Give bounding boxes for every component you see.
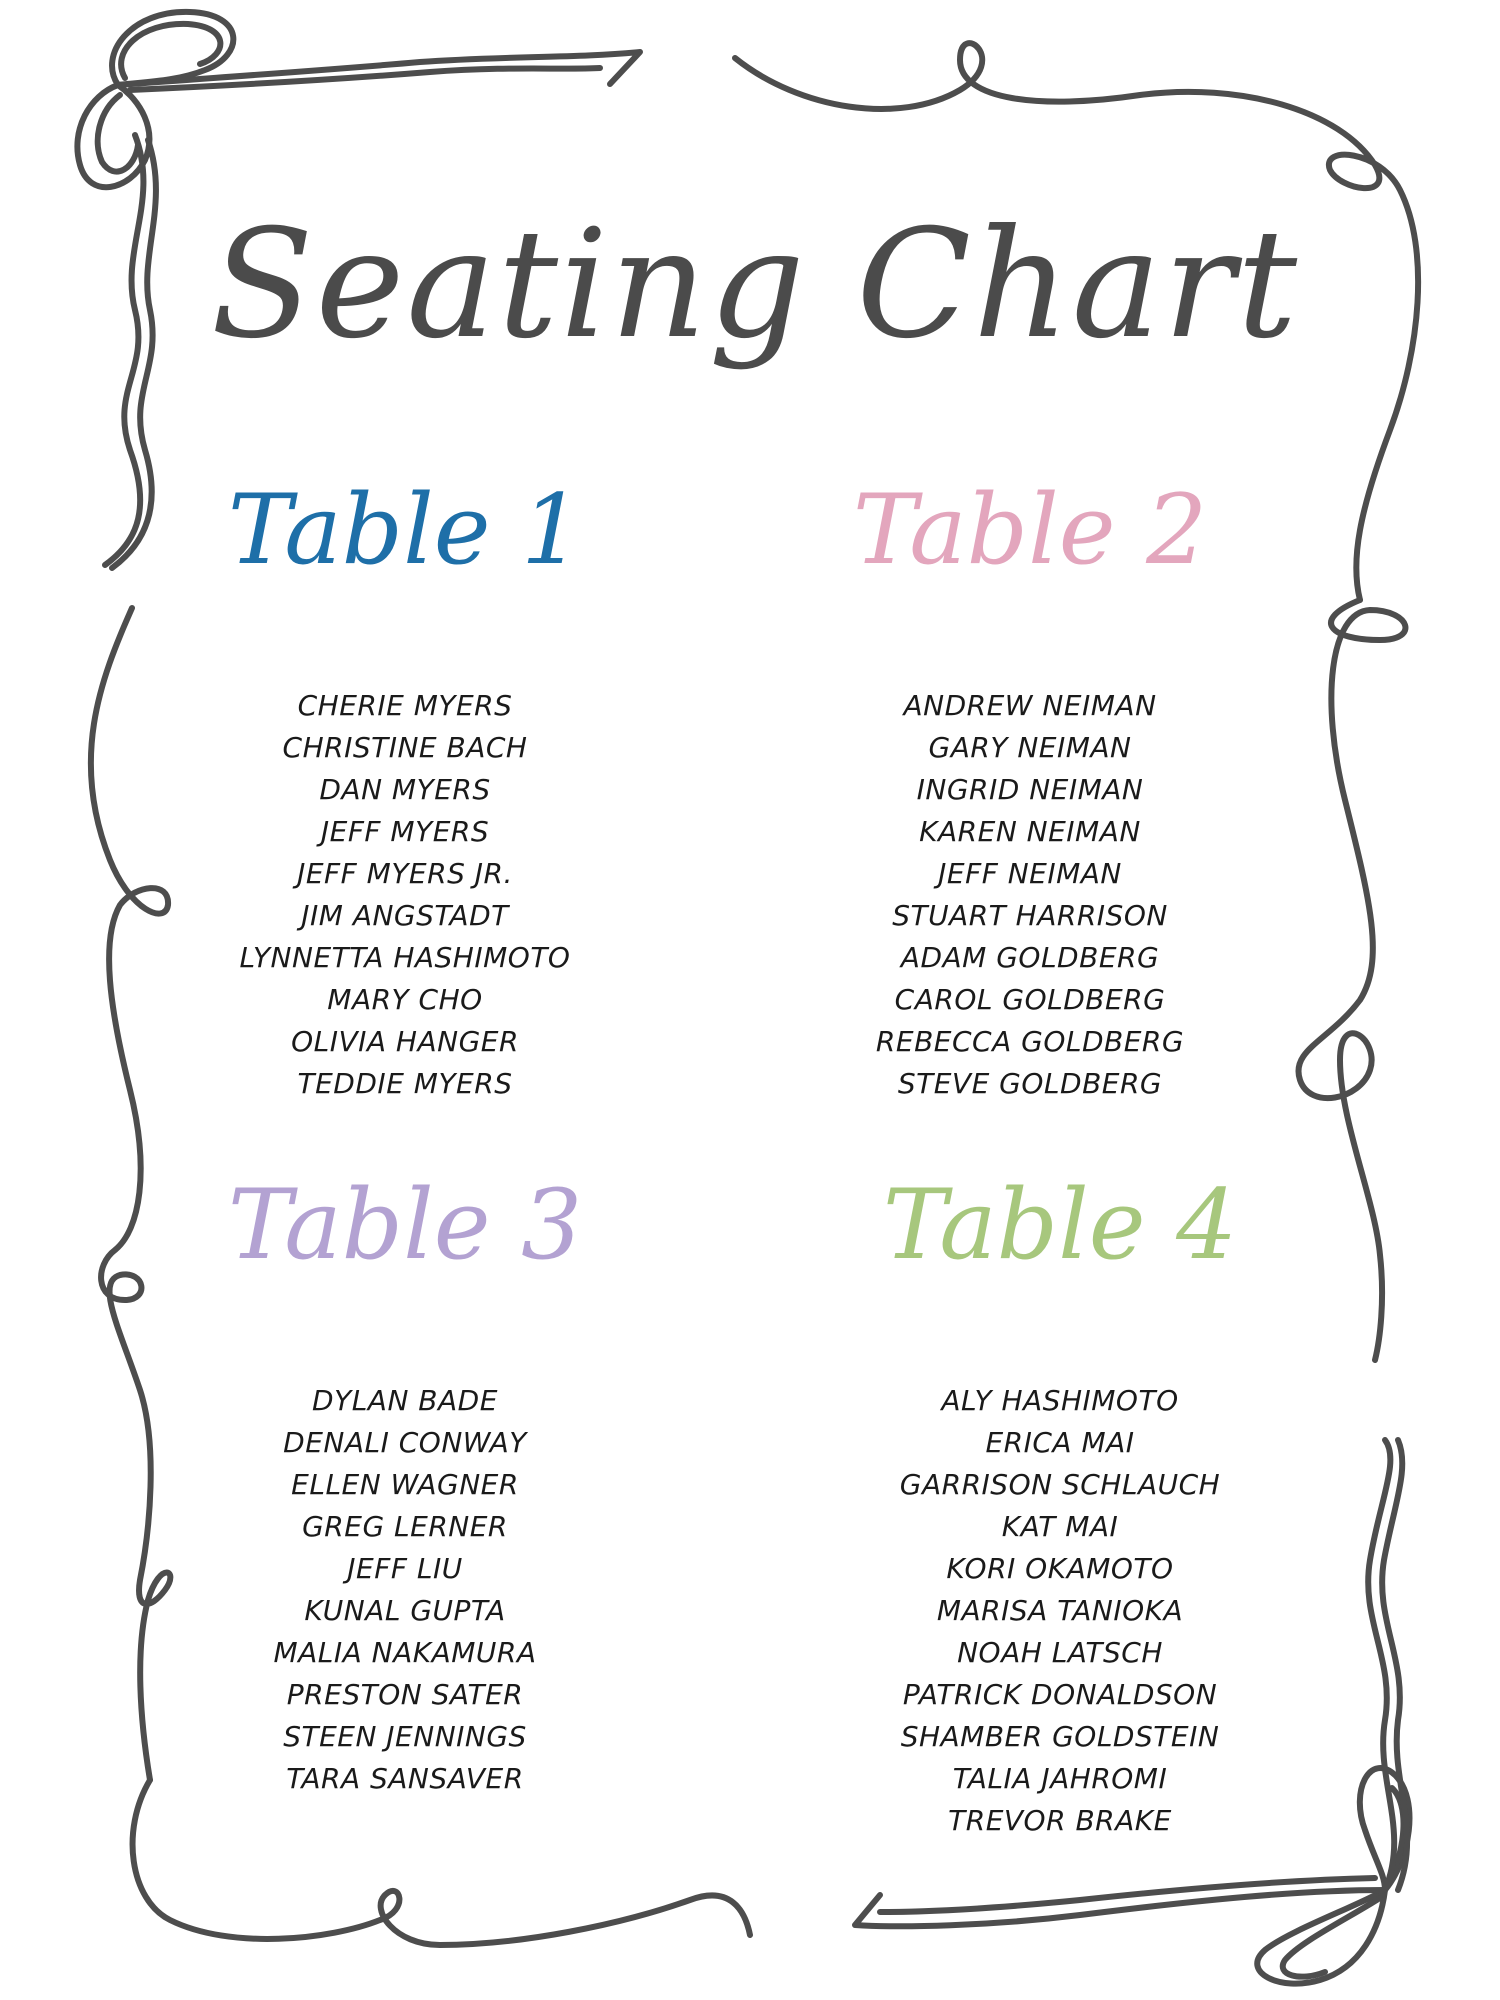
guest-name: INGRID NEIMAN xyxy=(916,773,1144,806)
guest-name: STEVE GOLDBERG xyxy=(897,1067,1163,1100)
guest-name: CHERIE MYERS xyxy=(297,689,513,722)
guest-name: CHRISTINE BACH xyxy=(282,731,528,764)
guest-name: ALY HASHIMOTO xyxy=(941,1384,1179,1417)
guest-name: GREG LERNER xyxy=(302,1510,508,1543)
guest-name: TARA SANSAVER xyxy=(286,1762,524,1795)
guest-name: JEFF NEIMAN xyxy=(938,857,1122,890)
guest-name: KORI OKAMOTO xyxy=(946,1552,1174,1585)
guest-name: STUART HARRISON xyxy=(892,899,1168,932)
guest-name: PRESTON SATER xyxy=(286,1678,524,1711)
guest-name: PATRICK DONALDSON xyxy=(902,1678,1218,1711)
guest-name: OLIVIA HANGER xyxy=(291,1025,519,1058)
guest-name: KAREN NEIMAN xyxy=(919,815,1141,848)
guest-name: ERICA MAI xyxy=(985,1426,1135,1459)
guest-name: CAROL GOLDBERG xyxy=(894,983,1166,1016)
table-heading: Table 3 xyxy=(227,1169,583,1281)
table-heading: Table 2 xyxy=(852,474,1208,586)
guest-name: MARISA TANIOKA xyxy=(936,1594,1184,1627)
guest-name: NOAH LATSCH xyxy=(957,1636,1163,1669)
guest-name: STEEN JENNINGS xyxy=(283,1720,527,1753)
guest-name: TEDDIE MYERS xyxy=(297,1067,513,1100)
guest-name: KUNAL GUPTA xyxy=(304,1594,506,1627)
guest-list xyxy=(145,1380,665,1800)
guest-name: MALIA NAKAMURA xyxy=(273,1636,537,1669)
guest-name: JEFF MYERS xyxy=(320,815,490,848)
table-section-4 xyxy=(800,1150,1320,1842)
guest-name: JIM ANGSTADT xyxy=(301,899,509,932)
guest-name: DENALI CONWAY xyxy=(283,1426,527,1459)
table-section-2 xyxy=(770,455,1290,1105)
page-title: Seating Chart xyxy=(210,198,1300,372)
table-heading: Table 4 xyxy=(882,1169,1238,1281)
guest-name: ANDREW NEIMAN xyxy=(903,689,1157,722)
guest-name: DYLAN BADE xyxy=(312,1384,498,1417)
guest-name: SHAMBER GOLDSTEIN xyxy=(900,1720,1220,1753)
guest-name: REBECCA GOLDBERG xyxy=(875,1025,1185,1058)
guest-list xyxy=(800,1380,1320,1842)
guest-name: GARY NEIMAN xyxy=(928,731,1132,764)
guest-name: DAN MYERS xyxy=(319,773,491,806)
guest-name: LYNNETTA HASHIMOTO xyxy=(239,941,571,974)
guest-name: TALIA JAHROMI xyxy=(952,1762,1168,1795)
table-section-3 xyxy=(145,1150,665,1800)
guest-name: MARY CHO xyxy=(327,983,483,1016)
guest-name: JEFF MYERS JR. xyxy=(297,857,513,890)
guest-name: JEFF LIU xyxy=(347,1552,463,1585)
guest-name: ADAM GOLDBERG xyxy=(900,941,1160,974)
guest-name: ELLEN WAGNER xyxy=(291,1468,519,1501)
guest-list xyxy=(770,685,1290,1105)
guest-name: TREVOR BRAKE xyxy=(948,1804,1172,1837)
guest-name: GARRISON SCHLAUCH xyxy=(899,1468,1221,1501)
table-section-1 xyxy=(145,455,665,1105)
guest-name: KAT MAI xyxy=(1001,1510,1119,1543)
table-heading: Table 1 xyxy=(227,474,583,586)
guest-list xyxy=(145,685,665,1105)
